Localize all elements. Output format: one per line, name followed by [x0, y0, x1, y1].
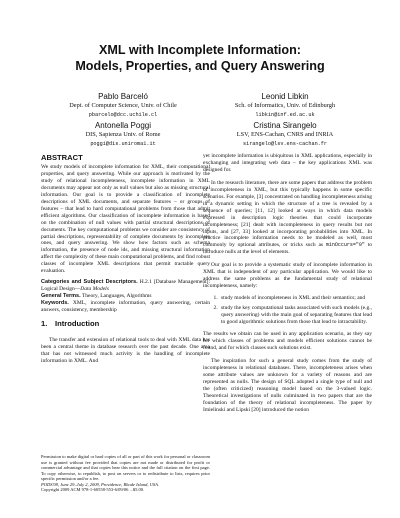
paragraph: The inspiration for such a general study comes from the study of incompleteness in relational databases. There, incompleteness arises when some attribute values are unknown for a variety of reasons and are represented as nulls. The design of SQL adopted a single type of null and the (often criticized) reasoning model based on the 3-valued logic. Theoretical investigations of nulls culminated in two papers that are the foundation of the theory of relational incompleteness. The paper by Imielinski and Lipski [20] introduced the notion: [203, 357, 372, 413]
paragraph: [203, 180, 372, 256]
categories-text: H.2.1 [Database Management]: Logical Design—: [41, 279, 210, 293]
author-name: Cristina Sirangelo: [253, 121, 317, 130]
list-item: 1. study models of incompleteness in XML and their semantics; and: [219, 295, 372, 302]
intro-heading: [41, 319, 210, 328]
categories-line: [41, 279, 210, 293]
author-block: [210, 92, 360, 119]
abstract-text: We study models of incomplete information for XML, their computational properties, and query answering. While our approach is motivated by the study of relational incompleteness, incomplete information in XML documents may appear not only as null values but also as missing structural information. Our goal is to provide a classification of incomplete descriptions of XML documents, and separate features – or groups of features – that lead to hard computational problems from those that admit efficient algorithms. Our classification of incomplete information is based on the combination of null values with partial structural descriptions of documents. The key computational problems we consider are consistency of partial descriptions, representability of complete documents by incomplete ones, and query answering. We show how factors such as schema information, the presence of node ids, and missing structural information affect the complexity of these main computational problems, and find robust classes of incomplete XML descriptions that permit tractable query evaluation.: [41, 164, 210, 275]
copyright-text: Permission to make digital or hard copies of all or part of this work for personal or classroom use is granted without fee provided that copies are not made or distributed for profit or commercial advantage and that copies bear this notice and the full citation on the first page. To copy otherwise, to republish, to post on servers or to redistribute to lists, requires prior specific permission and/or a fee.: [41, 454, 210, 481]
paragraph: The results we obtain can be used in any application scenario, as they say for which classes of problems and models efficient solutions cannot be found, and for which classes such solutions exist.: [203, 330, 372, 351]
paper-title: [0, 42, 400, 74]
intro-text: The transfer and extension of relational tools to deal with XML data has been a central theme in database research over the past decade. One area that has not witnessed much activity is the handling of incomplete information in XML. And: [41, 337, 210, 364]
paragraph: yet incomplete information is ubiquitous in XML applications, especially in exchanging and integrating web data – the key applications XML was designed for.: [203, 153, 372, 173]
author-block: [210, 121, 360, 148]
author-name: Pablo Barceló: [98, 92, 148, 101]
categories-italic: Data Models: [80, 286, 109, 293]
paragraph: Our goal is to provide a systematic study of incomplete information in XML that is independent of any particular application. We would like to address the same problems as the fundamental study of relational incompleteness, namely:: [203, 262, 372, 290]
keywords-label: Keywords.: [41, 300, 69, 307]
section-number: 1.: [41, 319, 48, 329]
author-email: sirangelo@lsv.ens-cachan.fr: [242, 141, 328, 147]
author-affiliation: DIS, Sapienza Univ. of Rome: [85, 131, 161, 138]
general-terms-label: General Terms.: [41, 293, 81, 300]
author-email: libkin@inf.ed.ac.uk: [255, 112, 315, 118]
title-line-1: XML with Incomplete Information:: [99, 43, 301, 57]
paragraph-text: In the research literature, there are some papers that address the problem of incompleteness in XML, but this typically happens in some specific scenarios. For example, [3] concentrated on handling incompleteness arising in a dynamic setting in which the structure of a tree is revealed by a sequence of queries; [11, 12] looked at ways in which data models expressed in description logic theories that could incorporate incompleteness; [21] dealt with incompleteness in query results but not inputs, and [27, 33] looked at incorporating probabilities into XML. In practice incomplete information needs to be modeled as well, most commonly by optional attributes, or tricks such as: [203, 179, 372, 249]
keywords-line: [41, 300, 210, 314]
paragraph-text: to introduce nulls at the level of elements.: [203, 242, 373, 256]
right-column: [203, 153, 372, 413]
author-name: Antonella Poggi: [94, 121, 152, 130]
goals-list: [203, 295, 372, 326]
copyright-notice: [41, 454, 210, 493]
abstract-heading: ABSTRACT: [41, 153, 83, 162]
author-email: poggi@dis.uniroma1.it: [90, 141, 156, 147]
author-email: pbarcelo@dcc.uchile.cl: [88, 112, 158, 118]
author-block: [48, 121, 198, 148]
author-name: Leonid Libkin: [261, 92, 309, 101]
list-item: 2. study the key computational tasks associated with such models (e.g., query answering) with the main goal of separating features that lead to good algorithmic solutions from those that lead to intractability.: [219, 305, 372, 326]
author-affiliation: Dept. of Computer Science, Univ. of Chile: [69, 102, 177, 109]
code-snippet: minOccurs="0": [325, 242, 365, 249]
copyright-line: Copyright 2009 ACM 978-1-60558-553-6/09/06 ...$5.00.: [41, 487, 145, 492]
left-column: [41, 153, 210, 365]
categories-label: Categories and Subject Descriptors.: [41, 279, 138, 286]
author-block: [48, 92, 198, 119]
copyright-venue: PODS'09, June 29–July 2, 2009, Providence, Rhode Island, USA.: [41, 481, 160, 487]
author-affiliation: LSV, ENS-Cachan, CNRS and INRIA: [236, 131, 334, 138]
general-terms-text: Theory, Languages, Algorithms: [81, 293, 152, 300]
title-line-2: Models, Properties, and Query Answering: [75, 59, 325, 73]
section-title: Introduction: [55, 319, 100, 329]
author-affiliation: Sch. of Informatics, Univ. of Edinburgh: [234, 102, 336, 109]
keywords-text: XML, incomplete information, query answering, certain answers, consistency, membership: [41, 300, 211, 314]
